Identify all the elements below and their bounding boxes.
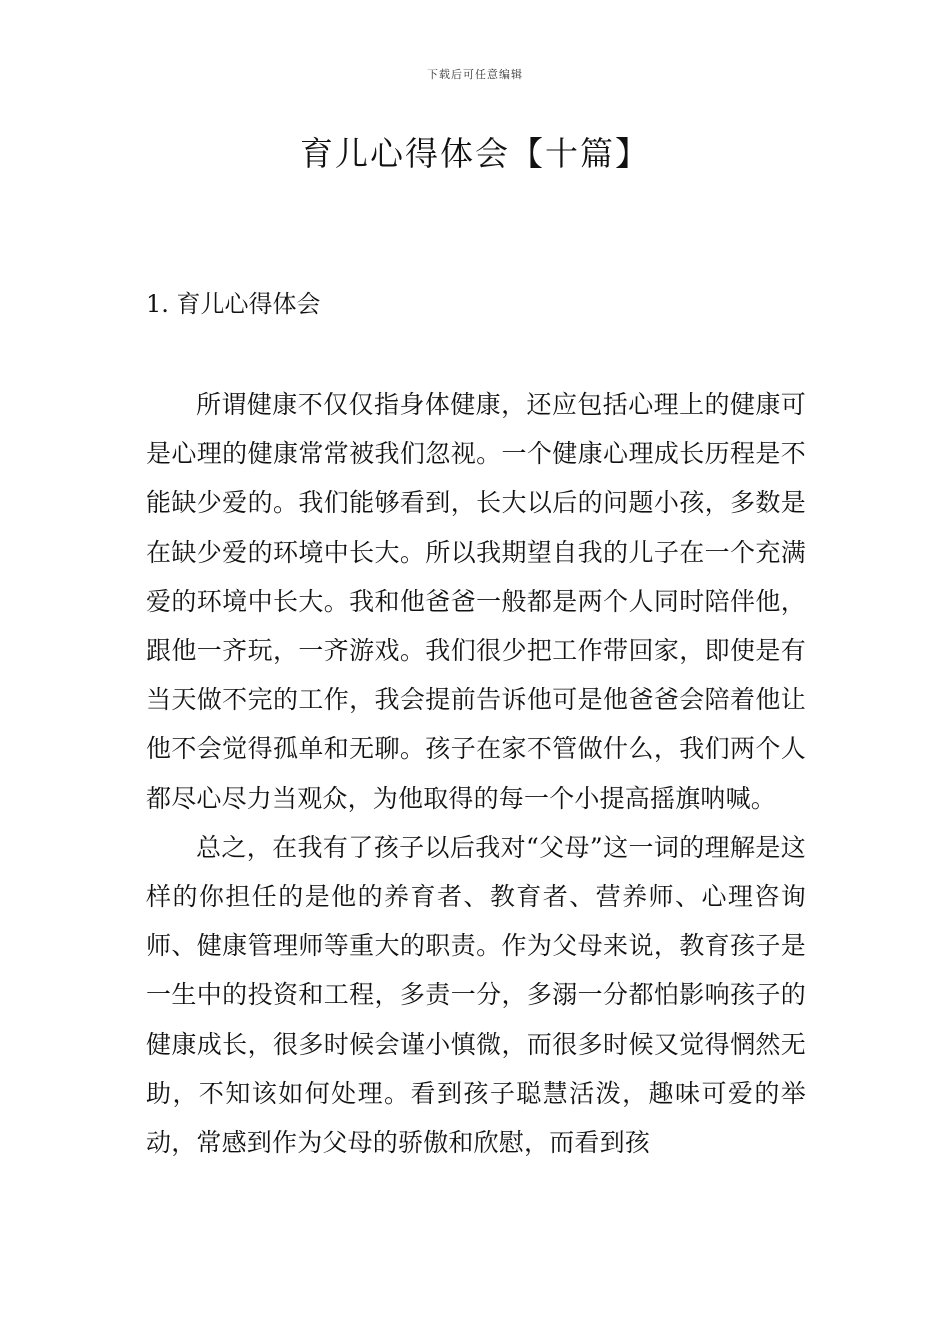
body-text xyxy=(146,380,806,1167)
document-title: 育儿心得体会【十篇】 xyxy=(300,134,650,173)
paragraph-1: 所谓健康不仅仅指身体健康，还应包括心理上的健康可是心理的健康常常被我们忽视。一个健康心理成长历程是不能缺少爱的。我们能够看到，长大以后的问题小孩，多数是在缺少爱的环境中长大。所以我期望自我的儿子在一个充满爱的环境中长大。我和他爸爸一般都是两个人同时陪伴他，跟他一齐玩，一齐游戏。我们很少把工作带回家，即使是有当天做不完的工作，我会提前告诉他可是他爸爸会陪着他让他不会觉得孤单和无聊。孩子在家不管做什么，我们两个人都尽心尽力当观众，为他取得的每一个小提高摇旗呐喊。 xyxy=(146,390,806,813)
section-heading: 1. 育儿心得体会 xyxy=(146,290,321,318)
paragraph-2: 总之，在我有了孩子以后我对“父母”这一词的理解是这样的你担任的是他的养育者、教育者、营养师、心理咨询师、健康管理师等重大的职责。作为父母来说，教育孩子是一生中的投资和工程，多责一分，多溺一分都怕影响孩子的健康成长，很多时候会谨小慎微，而很多时候又觉得惘然无助，不知该如何处理。看到孩子聪慧活泼，趣味可爱的举动，常感到作为父母的骄傲和欣慰，而看到孩 xyxy=(146,832,806,1158)
header-note: 下载后可任意编辑 xyxy=(427,68,523,81)
